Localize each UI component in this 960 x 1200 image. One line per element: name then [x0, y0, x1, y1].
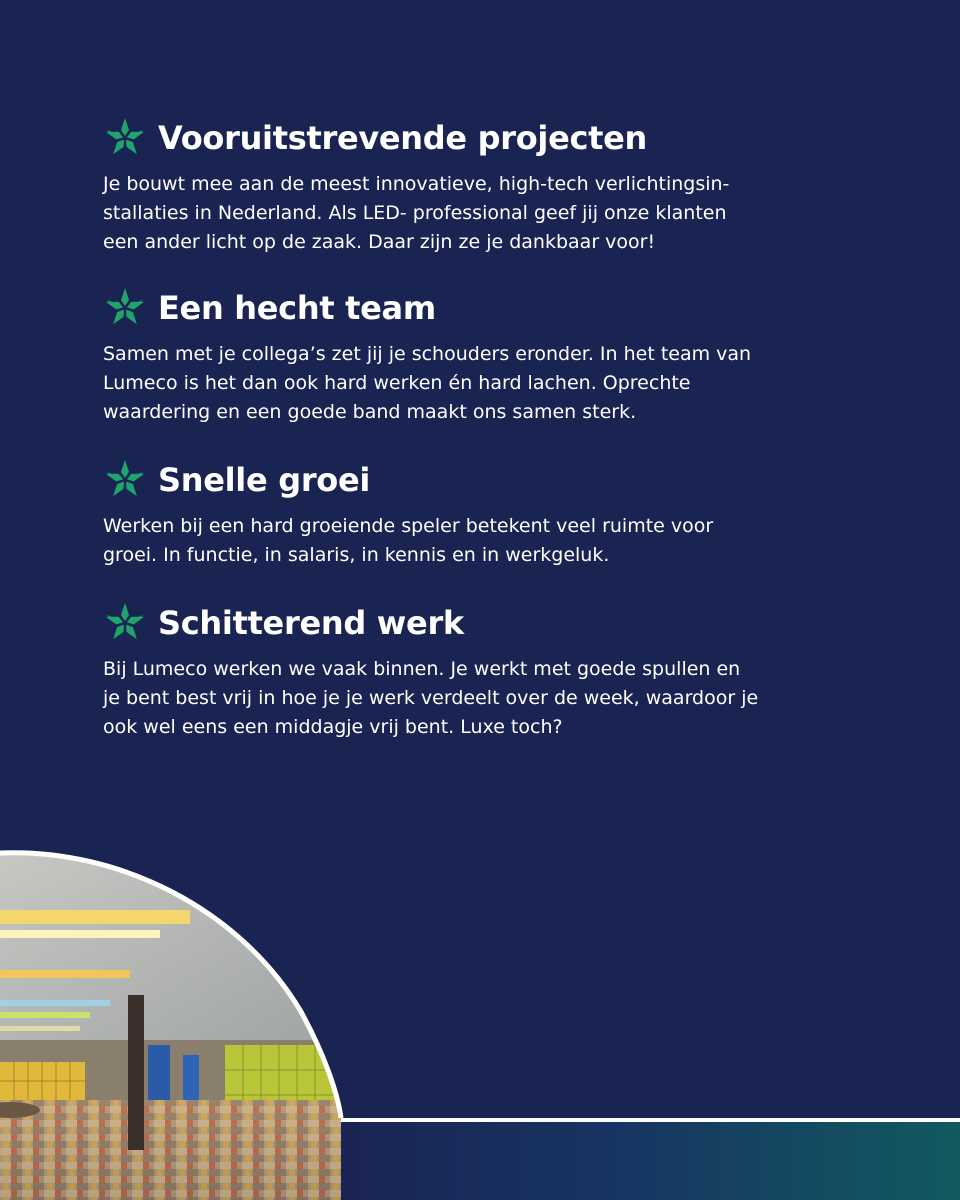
body-line: stallaties in Nederland. Als LED- professional geef jij onze klanten — [103, 202, 727, 224]
body-line: Werken bij een hard groeiende speler betekent veel ruimte voor — [103, 515, 714, 537]
section-body — [103, 170, 863, 257]
body-line: Samen met je collega’s zet jij je schouders eronder. In het team van — [103, 343, 752, 365]
body-line: je bent best vrij in hoe je je werk verdeelt over de week, waardoor je — [103, 687, 759, 709]
section-heading — [103, 454, 863, 506]
section-body — [103, 340, 863, 427]
section-heading — [103, 282, 863, 334]
section-body — [103, 655, 863, 742]
asterisk-star-icon — [103, 116, 147, 160]
asterisk-star-icon — [103, 458, 147, 502]
body-line: waardering en een goede band maakt ons samen sterk. — [103, 401, 637, 423]
section-title: Snelle groei — [158, 461, 371, 499]
section-body — [103, 512, 863, 570]
asterisk-star-icon — [103, 601, 147, 645]
body-line: Je bouwt mee aan de meest innovatieve, high-tech verlichtingsin- — [103, 173, 730, 195]
body-line: groei. In functie, in salaris, in kennis en in werkgeluk. — [103, 544, 610, 566]
section-title: Schitterend werk — [158, 604, 464, 642]
bottom-gradient-band — [341, 1118, 960, 1200]
benefit-section — [103, 282, 863, 427]
asterisk-star-icon — [103, 286, 147, 330]
benefit-section — [103, 112, 863, 257]
body-line: ook wel eens een middagje vrij bent. Luxe toch? — [103, 716, 563, 738]
body-line: een ander licht op de zaak. Daar zijn ze je dankbaar voor! — [103, 231, 656, 253]
benefit-section — [103, 454, 863, 570]
body-line: Lumeco is het dan ook hard werken én hard lachen. Oprechte — [103, 372, 691, 394]
body-line: Bij Lumeco werken we vaak binnen. Je werkt met goede spullen en — [103, 658, 741, 680]
benefit-section — [103, 597, 863, 742]
section-title: Vooruitstrevende projecten — [158, 119, 648, 157]
section-title: Een hecht team — [158, 289, 436, 327]
section-heading — [103, 597, 863, 649]
section-heading — [103, 112, 863, 164]
